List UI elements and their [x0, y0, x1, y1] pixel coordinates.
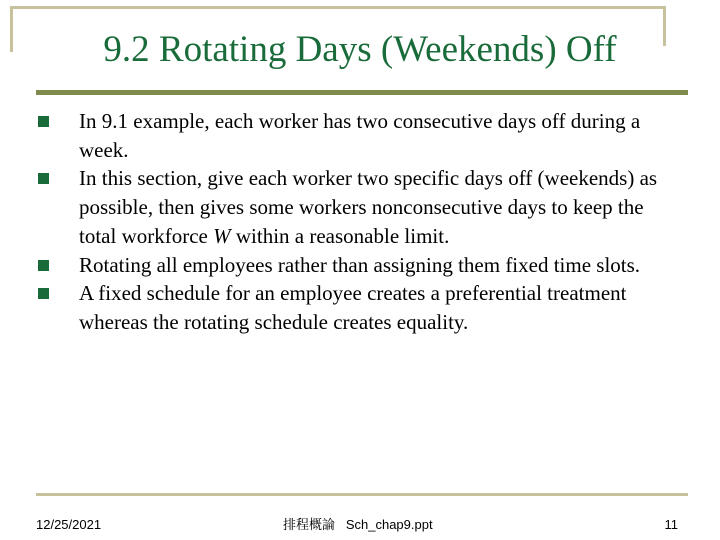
bullet-square-icon: [38, 116, 49, 127]
bullet-square-icon: [38, 288, 49, 299]
bullet-square-icon: [38, 173, 49, 184]
footer-page-number: 11: [664, 517, 678, 532]
frame-top-line: [10, 6, 666, 9]
bullet-item: [38, 279, 678, 336]
title-divider: [36, 90, 688, 95]
bullet-text: In 9.1 example, each worker has two consecutive days off during a week.: [79, 109, 641, 162]
footer-center-text: 排程概論 Sch_chap9.ppt: [283, 517, 433, 532]
workforce-variable: W: [213, 223, 231, 248]
bullet-list: [38, 107, 678, 337]
slide-title: 9.2 Rotating Days (Weekends) Off: [103, 29, 617, 70]
footer-date: 12/25/2021: [36, 517, 102, 532]
bullet-text: Rotating all employees rather than assigning them fixed time slots.: [79, 252, 641, 277]
footer-divider: [36, 493, 688, 496]
bullet-text: A fixed schedule for an employee creates a preferential treatment whereas the rotating schedule creates equality.: [79, 281, 627, 334]
bullet-square-icon: [38, 260, 49, 271]
bullet-text-continued: within a reasonable limit.: [230, 223, 450, 248]
bullet-item: [38, 164, 678, 250]
bullet-item: [38, 251, 678, 280]
bullet-text: In this section, give each worker two specific days off (weekends) as possible, then gives some workers nonconsecutive days to keep the total workforce: [79, 166, 658, 248]
bullet-item: [38, 107, 678, 164]
